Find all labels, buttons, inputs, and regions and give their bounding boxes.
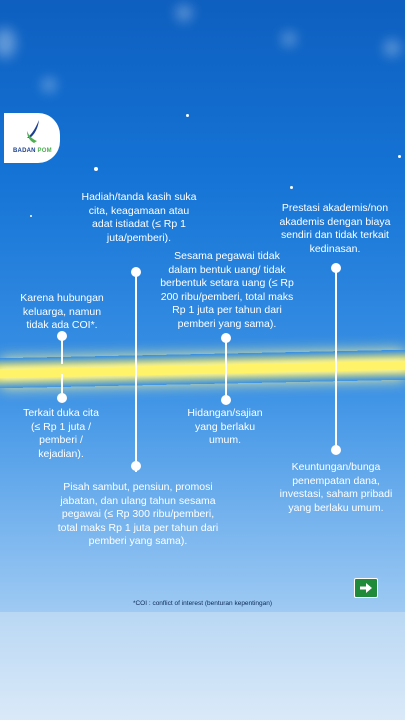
next-button[interactable] — [354, 578, 378, 598]
glow-star — [282, 32, 296, 46]
timeline-stem — [225, 338, 227, 402]
arrow-right-icon — [359, 582, 373, 594]
badan-pom-logo — [4, 113, 60, 163]
star — [30, 215, 32, 217]
timeline-node — [131, 461, 141, 471]
footnote: *COI : conflict of interest (benturan kepentingan) — [132, 600, 273, 607]
timeline-item-farewell: Pisah sambut, pensiun, promosi jabatan, dan ulang tahun sesama pegawai (≤ Rp 300 ribu/pemberi, total maks Rp 1 juta per tahun dari pemberi yang sama). — [57, 481, 219, 547]
glow-star — [176, 5, 192, 21]
timeline-item-gift: Hadiah/tanda kasih suka cita, keagamaan atau adat istiadat (≤ Rp 1 juta/pemberi). — [81, 191, 197, 244]
timeline-stem — [135, 272, 137, 472]
star — [94, 167, 98, 171]
timeline-item-investment: Keuntungan/bunga penempatan dana, investasi, saham pribadi yang berlaku umum. — [279, 461, 393, 514]
timeline-node — [331, 445, 341, 455]
star — [398, 155, 401, 158]
timeline-node — [221, 395, 231, 405]
timeline-item-achievement: Prestasi akademis/non akademis dengan biaya sendiri dan tidak terkait kedinasan. — [279, 202, 391, 255]
timeline-item-family: Karena hubungan keluarga, namun tidak ada COI*. — [20, 292, 104, 331]
timeline-stem — [335, 268, 337, 452]
logo-text: BADAN POM — [13, 148, 52, 154]
timeline-node — [57, 393, 67, 403]
bottom-fade — [0, 612, 405, 720]
timeline-item-colleague: Sesama pegawai tidak dalam bentuk uang/ tidak berbentuk setara uang (≤ Rp 200 ribu/pemberi, total maks Rp 1 juta per tahun dari pemberi yang sama). — [160, 250, 294, 330]
timeline-node — [131, 267, 141, 277]
glow-star — [384, 40, 400, 56]
star — [290, 186, 293, 189]
glow-star — [42, 78, 56, 92]
timeline-item-meal: Hidangan/sajian yang berlaku umum. — [187, 407, 263, 446]
timeline-item-condolence: Terkait duka cita (≤ Rp 1 juta / pemberi / kejadian). — [23, 407, 99, 460]
timeline-node — [221, 333, 231, 343]
timeline-node — [331, 263, 341, 273]
star — [186, 114, 189, 117]
pom-emblem-icon — [24, 119, 42, 145]
timeline-node — [57, 331, 67, 341]
